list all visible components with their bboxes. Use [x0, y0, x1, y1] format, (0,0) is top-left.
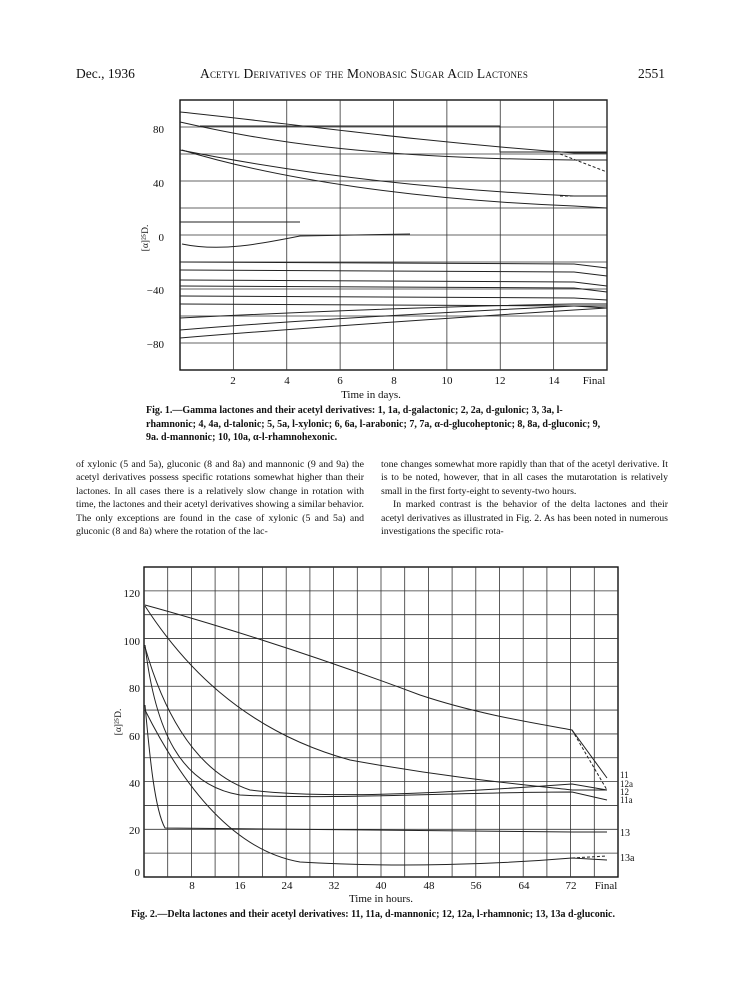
figure-1-x-tick: 10 [441, 375, 453, 387]
figure-2-y-tick: 20 [129, 825, 140, 837]
figure-1-curve-dashed [560, 154, 607, 172]
figure-2-x-tick: 24 [281, 880, 293, 892]
running-header-date: Dec., 1936 [76, 66, 135, 81]
figure-2-y-tick: 100 [123, 636, 140, 648]
figure-2-curve-label: 13a [620, 853, 635, 864]
figure-1-y-tick: −40 [146, 285, 164, 297]
figure-1-caption: Fig. 1.—Gamma lactones and their acetyl derivatives: 1, 1a, d-galactonic; 2, 2a, d-gulonic; 3, 3a, l-rhamnonic; 4, 4a, d-talonic; 5, 5a, l-xylonic; 6, 6a, l-arabonic; 7, 7a, α-d-glucoheptonic; 8, 8a, d-gluconic; 9, 9a. d-mannonic; 10, 10a, α-l-rhamnohexonic. [146, 405, 601, 443]
figure-2-curve-label: 12 [620, 787, 629, 797]
page-number: 2551 [638, 66, 665, 81]
figure-2-y-tick: 120 [123, 588, 140, 600]
figure-1-grid [180, 100, 607, 370]
figure-2-x-tick: 8 [189, 880, 195, 892]
figure-2-x-tick: 56 [470, 880, 482, 892]
body-paragraph: of xylonic (5 and 5a), gluconic (8 and 8a) and mannonic (9 and 9a) the acetyl derivatives possess specific rotations somewhat higher than their lactones. In all cases there is a relatively slow change in rotation with time, the lactones and their acetyl derivatives showing a similar behavior. The only exceptions are found in the case of xylonic (5 and 5a) and gluconic (8 and 8a) where the rotation of the lac- [76, 459, 364, 538]
figure-2-curve [145, 647, 607, 795]
figure-1-x-tick: 2 [230, 375, 236, 387]
figure-1-y-axis-label: [α]²⁵D. [141, 224, 151, 252]
figure-2-x-tick: Final [594, 880, 618, 892]
body-paragraph: In marked contrast is the behavior of the delta lactones and their acetyl derivatives as illustrated in Fig. 2. As has been noted in numerous investigations the specific rota- [381, 499, 668, 538]
figure-2-x-tick: 40 [375, 880, 387, 892]
figure-2-y-tick: 0 [134, 867, 140, 879]
figure-1-y-tick: 0 [158, 232, 164, 244]
body-column-left [76, 458, 364, 538]
figure-2-y-tick: 60 [129, 731, 140, 743]
figure-2-y-tick: 40 [129, 778, 140, 790]
figure-2-curve-label: 12a [620, 779, 633, 789]
figure-1-y-tick: 40 [153, 178, 164, 190]
figure-2-curve [145, 645, 607, 800]
figure-2-y-tick: 80 [129, 683, 140, 695]
figure-2-curve-label: 13 [620, 828, 630, 839]
body-paragraph: tone changes somewhat more rapidly than that of the acetyl derivative. It is to be noted, however, that in all cases the mutarotation is relatively small in the first forty-eight to seventy-two hours. [381, 459, 668, 497]
figure-2-curve [145, 605, 607, 778]
figure-1-x-tick: 4 [284, 375, 290, 387]
figure-2-x-tick: 48 [423, 880, 435, 892]
figure-2-x-axis-label: Time in hours. [348, 893, 414, 905]
figure-2-curves [145, 605, 607, 865]
figure-1-y-tick: 80 [153, 124, 164, 136]
figure-1-y-tick: −80 [146, 339, 164, 351]
figure-1-curve [182, 234, 410, 247]
figure-1-x-axis-label: Time in days. [341, 389, 401, 401]
figure-1-x-tick: 8 [391, 375, 397, 387]
figure-2-x-tick: 64 [518, 880, 530, 892]
figure-2-caption: Fig. 2.—Delta lactones and their acetyl derivatives: 11, 11a, d-mannonic; 12, 12a, l-rhamnonic; 13, 13a d-gluconic. [131, 909, 615, 920]
body-column-right [381, 458, 668, 538]
figure-2-x-tick: 32 [328, 880, 340, 892]
figure-2-curve-dashed [572, 730, 607, 790]
figure-2-curve-dashed [572, 856, 607, 858]
figure-1-x-tick: 14 [548, 375, 560, 387]
running-header-title: Acetyl Derivatives of the Monobasic Sugar Acid Lactones [200, 66, 529, 81]
figure-1-x-tick: Final [582, 375, 606, 387]
figure-1-x-tick: 12 [494, 375, 506, 387]
figure-1-x-tick: 6 [337, 375, 343, 387]
figure-1-curve [182, 150, 607, 208]
figure-2-curve-label: 11a [620, 795, 633, 805]
figure-2-x-tick: 72 [565, 880, 577, 892]
figure-1-curve [200, 126, 607, 152]
figure-2-curve [145, 606, 607, 790]
figure-2-y-axis-label: [α]²⁵D. [114, 708, 124, 736]
figure-2-x-tick: 16 [234, 880, 246, 892]
figure-2-curve-label: 11 [620, 770, 629, 780]
